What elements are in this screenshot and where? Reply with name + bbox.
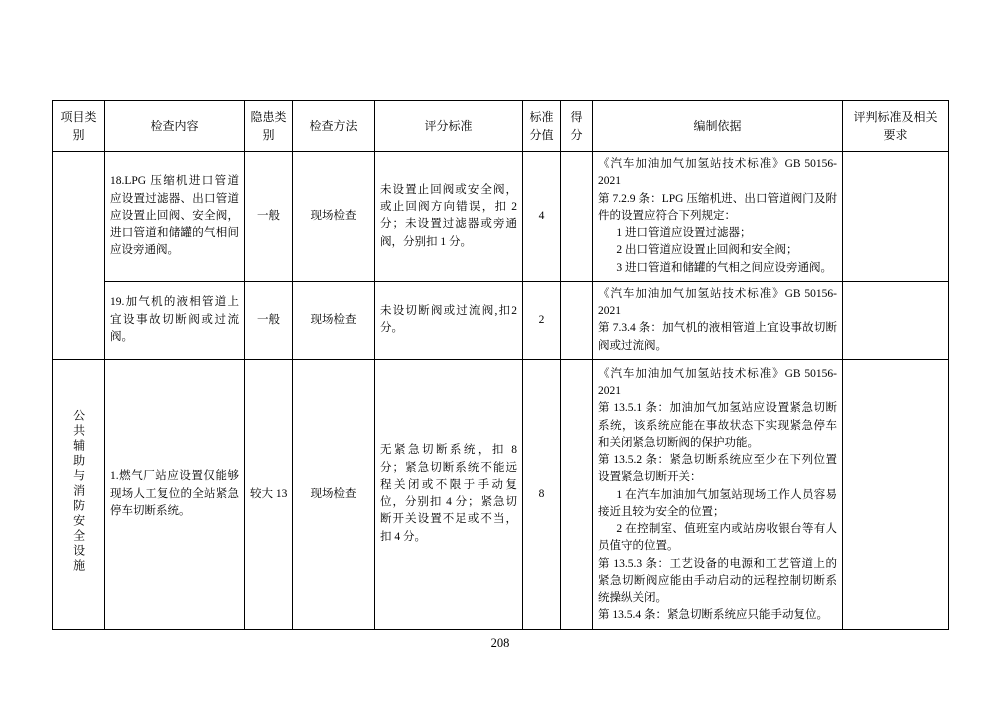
row-got-score	[561, 359, 593, 629]
header-std-score: 标准分值	[523, 101, 561, 152]
row-basis	[593, 281, 843, 359]
table-row	[53, 359, 949, 629]
table-row	[53, 281, 949, 359]
row-category-label: 公共辅助与消防安全设施	[71, 409, 86, 575]
row-basis	[593, 152, 843, 282]
table-row	[53, 152, 949, 282]
row-judge	[843, 152, 949, 282]
header-criteria: 评分标准	[375, 101, 523, 152]
basis-line: 1 进口管道应设置过滤器；	[616, 227, 752, 239]
basis-line: 3 进口管道和储罐的气相之间应设旁通阀。	[616, 261, 833, 274]
row-std-score: 8	[523, 359, 561, 629]
header-content: 检查内容	[105, 101, 245, 152]
basis-line: 第 13.5.1 条：加油加气加氢站应设置紧急切断系统，该系统应能在事故状态下实现紧急停车和关闭紧急切断阀的保护功能。	[598, 402, 837, 449]
header-basis: 编制依据	[593, 101, 843, 152]
page-number: 208	[490, 636, 510, 650]
basis-line: 《汽车加油加气加氢站技术标准》GB 50156-2021	[598, 367, 837, 397]
basis-line: 第 13.5.3 条：工艺设备的电源和工艺管道上的紧急切断阀应能由手动启动的远程控制切断系统操纵关闭。	[598, 557, 837, 604]
row-content: 1.燃气厂站应设置仅能够现场人工复位的全站紧急停车切断系统。	[105, 359, 245, 629]
basis-line: 《汽车加油加气加氢站技术标准》GB 50156-2021	[598, 287, 837, 317]
basis-line: 1 在汽车加油加气加氢站现场工作人员容易接近且较为安全的位置；	[598, 488, 837, 518]
header-method: 检查方法	[293, 101, 375, 152]
header-category: 项目类别	[53, 101, 105, 152]
row-content: 19.加气机的液相管道上宜设事故切断阀或过流阀。	[105, 281, 245, 359]
row-category-empty	[53, 152, 105, 360]
basis-line: 《汽车加油加气加氢站技术标准》GB 50156-2021	[598, 158, 837, 188]
inspection-table-wrapper	[52, 100, 948, 630]
row-got-score	[561, 281, 593, 359]
basis-line: 2 出口管道应设置止回阀和安全阀；	[616, 244, 798, 257]
row-criteria: 无紧急切断系统，扣 8 分；紧急切断系统不能远程关闭或不限于手动复位，分别扣 4 分；紧急切断开关设置不足或不当，扣 4 分。	[375, 359, 523, 629]
row-hazard: 一般	[245, 152, 293, 282]
header-got-score: 得分	[561, 101, 593, 152]
inspection-table	[52, 100, 949, 630]
row-std-score: 4	[523, 152, 561, 282]
row-method: 现场检查	[293, 281, 375, 359]
header-hazard: 隐患类别	[245, 101, 293, 152]
basis-line: 第 7.3.4 条：加气机的液相管道上宜设事故切断阀或过流阀。	[598, 322, 837, 352]
row-judge	[843, 359, 949, 629]
row-criteria: 未设置止回阀或安全阀，或止回阀方向错误，扣 2 分；未设置过滤器或旁通阀，分别扣 1 分。	[375, 152, 523, 282]
basis-line: 第 13.5.4 条：紧急切断系统应只能手动复位。	[598, 609, 828, 622]
row-hazard: 一般	[245, 281, 293, 359]
basis-line: 2 在控制室、值班室内或站房收银台等有人员值守的位置。	[598, 523, 837, 553]
basis-line: 第 13.5.2 条：紧急切断系统应至少在下列位置设置紧急切断开关：	[598, 454, 837, 484]
row-method: 现场检查	[293, 152, 375, 282]
row-judge	[843, 281, 949, 359]
row-category	[53, 359, 105, 629]
row-basis	[593, 359, 843, 629]
row-hazard: 较大 13	[245, 359, 293, 629]
row-content: 18.LPG 压缩机进口管道应设置过滤器、出口管道应设置止回阀、安全阀，进口管道和储罐的气相间应设旁通阀。	[105, 152, 245, 282]
basis-line: 第 7.2.9 条：LPG 压缩机进、出口管道阀门及附件的设置应符合下列规定：	[598, 192, 837, 222]
row-method: 现场检查	[293, 359, 375, 629]
row-got-score	[561, 152, 593, 282]
row-std-score: 2	[523, 281, 561, 359]
table-header-row	[53, 101, 949, 152]
header-judge: 评判标准及相关要求	[843, 101, 949, 152]
row-criteria: 未设切断阀或过流阀,扣2分。	[375, 281, 523, 359]
